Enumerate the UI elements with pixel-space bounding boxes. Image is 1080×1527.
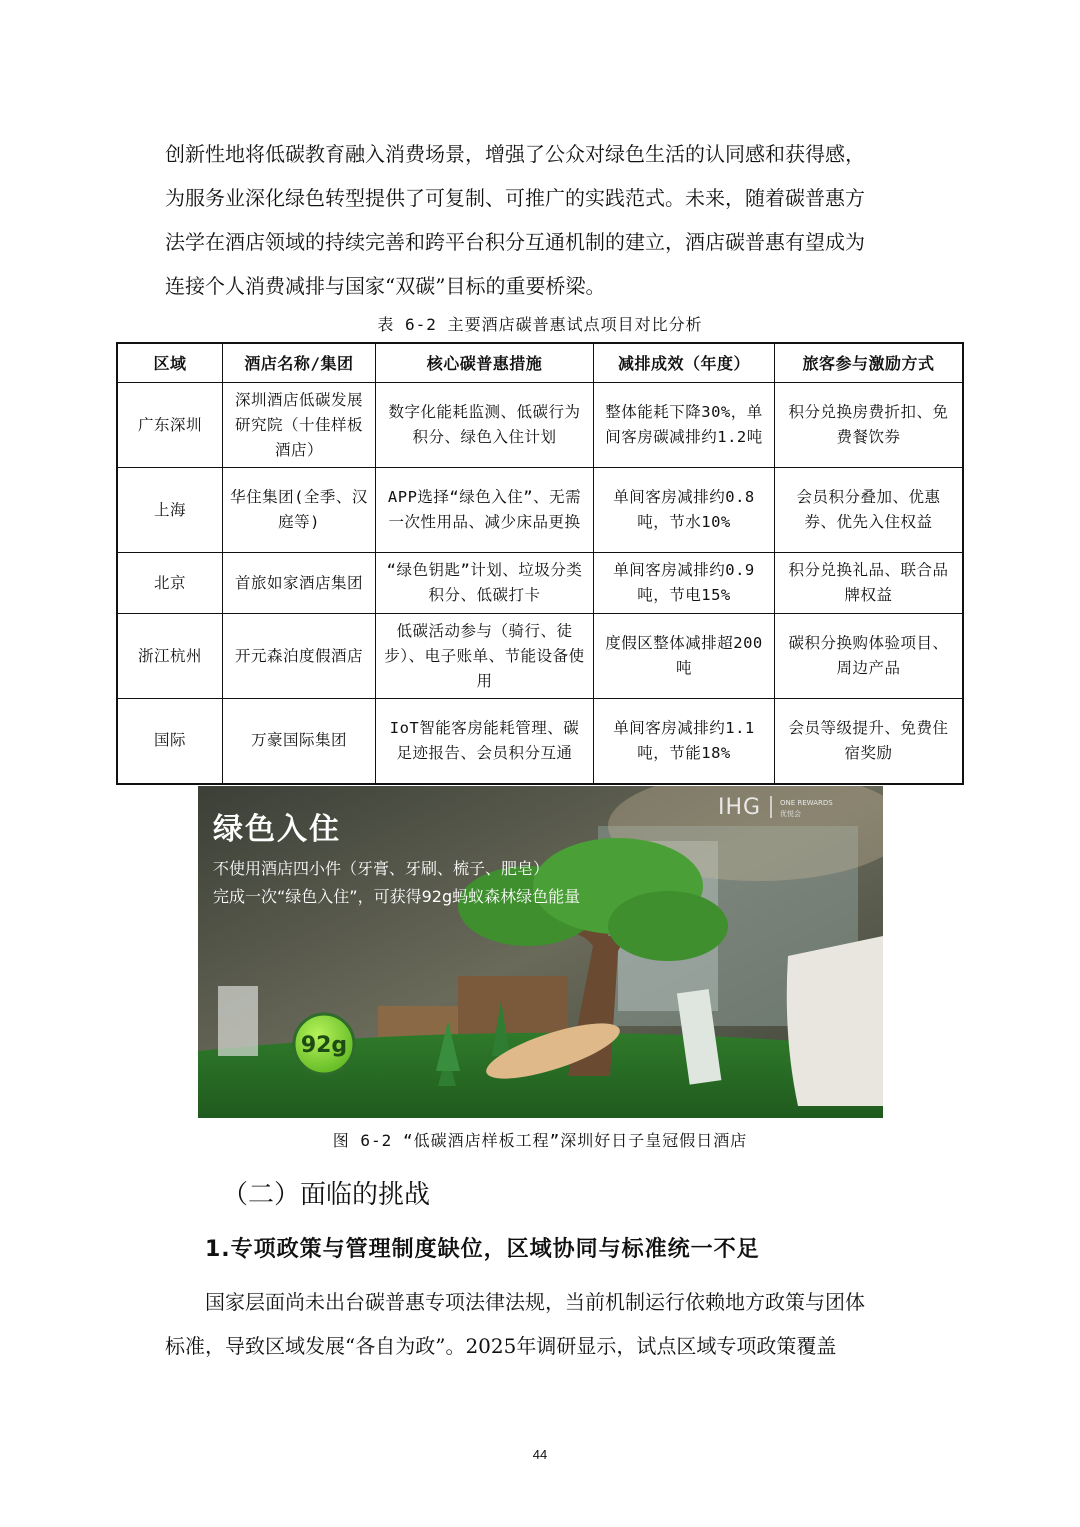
figure-caption: 图 6-2 “低碳酒店样板工程”深圳好日子皇冠假日酒店 bbox=[332, 1131, 748, 1150]
comparison-table bbox=[116, 342, 964, 785]
energy-badge-label: 92g bbox=[300, 1033, 348, 1058]
table-cell: 上海 bbox=[117, 468, 223, 553]
table-cell: 碳积分换购体验项目、周边产品 bbox=[775, 614, 964, 699]
table-cell: APP选择“绿色入住”、无需一次性用品、减少床品更换 bbox=[376, 468, 594, 553]
table-cell: 会员积分叠加、优惠券、优先入住权益 bbox=[775, 468, 964, 553]
figure-headline: 绿色入住 bbox=[213, 812, 341, 847]
table-header: 减排成效（年度） bbox=[594, 343, 775, 383]
table-header-row bbox=[117, 343, 963, 383]
table-cell: 首旅如家酒店集团 bbox=[223, 553, 376, 614]
wooden-box bbox=[458, 976, 568, 1036]
table-header: 酒店名称/集团 bbox=[223, 343, 376, 383]
body-paragraph bbox=[165, 1280, 920, 1368]
table-cell: 华住集团(全季、汉庭等) bbox=[223, 468, 376, 553]
table-cell: 积分兑换房费折扣、免费餐饮券 bbox=[775, 383, 964, 468]
table-row bbox=[117, 614, 963, 699]
body-line: 标准，导致区域发展“各自为政”。2025年调研显示，试点区域专项政策覆盖 bbox=[165, 1334, 837, 1358]
one-rewards-cn-label: 优悦会 bbox=[780, 810, 801, 818]
section-heading: （二）面临的挑战 bbox=[222, 1180, 431, 1210]
table-cell: 单间客房减排约0.8吨，节水10% bbox=[594, 468, 775, 553]
table-header: 旅客参与激励方式 bbox=[775, 343, 964, 383]
subsection-heading: 1.专项政策与管理制度缺位，区域协同与标准统一不足 bbox=[205, 1237, 760, 1262]
table-cell: “绿色钥匙”计划、垃圾分类积分、低碳打卡 bbox=[376, 553, 594, 614]
table-cell: 低碳活动参与（骑行、徒步）、电子账单、节能设备使用 bbox=[376, 614, 594, 699]
intro-line: 创新性地将低碳教育融入消费场景，增强了公众对绿色生活的认同感和获得感， bbox=[165, 142, 865, 166]
table-cell: 整体能耗下降30%，单间客房碳减排约1.2吨 bbox=[594, 383, 775, 468]
figure-line-2: 完成一次“绿色入住”，可获得92g蚂蚁森林绿色能量 bbox=[213, 887, 581, 906]
intro-line: 连接个人消费减排与国家“双碳”目标的重要桥梁。 bbox=[165, 274, 606, 298]
body-line: 国家层面尚未出台碳普惠专项法律法规，当前机制运行依赖地方政策与团体 bbox=[205, 1290, 865, 1314]
tree-canopy-right bbox=[608, 891, 728, 961]
table-row bbox=[117, 468, 963, 553]
figure-line-1: 不使用酒店四小件（牙膏、牙刷、梳子、肥皂） bbox=[213, 859, 550, 878]
table-cell: 国际 bbox=[117, 699, 223, 784]
glass-cup bbox=[218, 986, 258, 1056]
table-caption: 表 6-2 主要酒店碳普惠试点项目对比分析 bbox=[377, 315, 703, 334]
table-row bbox=[117, 383, 963, 468]
ceramic-cup bbox=[787, 936, 883, 1106]
one-rewards-label: ONE REWARDS bbox=[780, 799, 833, 807]
table-cell: 会员等级提升、免费住宿奖励 bbox=[775, 699, 964, 784]
table-header: 区域 bbox=[117, 343, 223, 383]
table-cell: 单间客房减排约1.1吨，节能18% bbox=[594, 699, 775, 784]
table-cell: 开元森泊度假酒店 bbox=[223, 614, 376, 699]
table-cell: IoT智能客房能耗管理、碳足迹报告、会员积分互通 bbox=[376, 699, 594, 784]
table-header: 核心碳普惠措施 bbox=[376, 343, 594, 383]
page-number: 44 bbox=[532, 1447, 548, 1462]
table-cell: 积分兑换礼品、联合品牌权益 bbox=[775, 553, 964, 614]
table-cell: 单间客房减排约0.9吨，节电15% bbox=[594, 553, 775, 614]
table-cell: 万豪国际集团 bbox=[223, 699, 376, 784]
table-cell: 度假区整体减排超200吨 bbox=[594, 614, 775, 699]
table-cell: 广东深圳 bbox=[117, 383, 223, 468]
table-row bbox=[117, 553, 963, 614]
green-checkin-illustration bbox=[198, 786, 883, 1118]
table-cell: 数字化能耗监测、低碳行为积分、绿色入住计划 bbox=[376, 383, 594, 468]
table-row bbox=[117, 699, 963, 784]
intro-paragraph bbox=[165, 132, 920, 308]
intro-line: 法学在酒店领域的持续完善和跨平台积分互通机制的建立，酒店碳普惠有望成为 bbox=[165, 230, 865, 254]
intro-line: 为服务业深化绿色转型提供了可复制、可推广的实践范式。未来，随着碳普惠方 bbox=[165, 186, 865, 210]
table-cell: 浙江杭州 bbox=[117, 614, 223, 699]
ihg-logo: IHG bbox=[718, 795, 762, 820]
table-cell: 深圳酒店低碳发展研究院（十佳样板酒店） bbox=[223, 383, 376, 468]
table-cell: 北京 bbox=[117, 553, 223, 614]
